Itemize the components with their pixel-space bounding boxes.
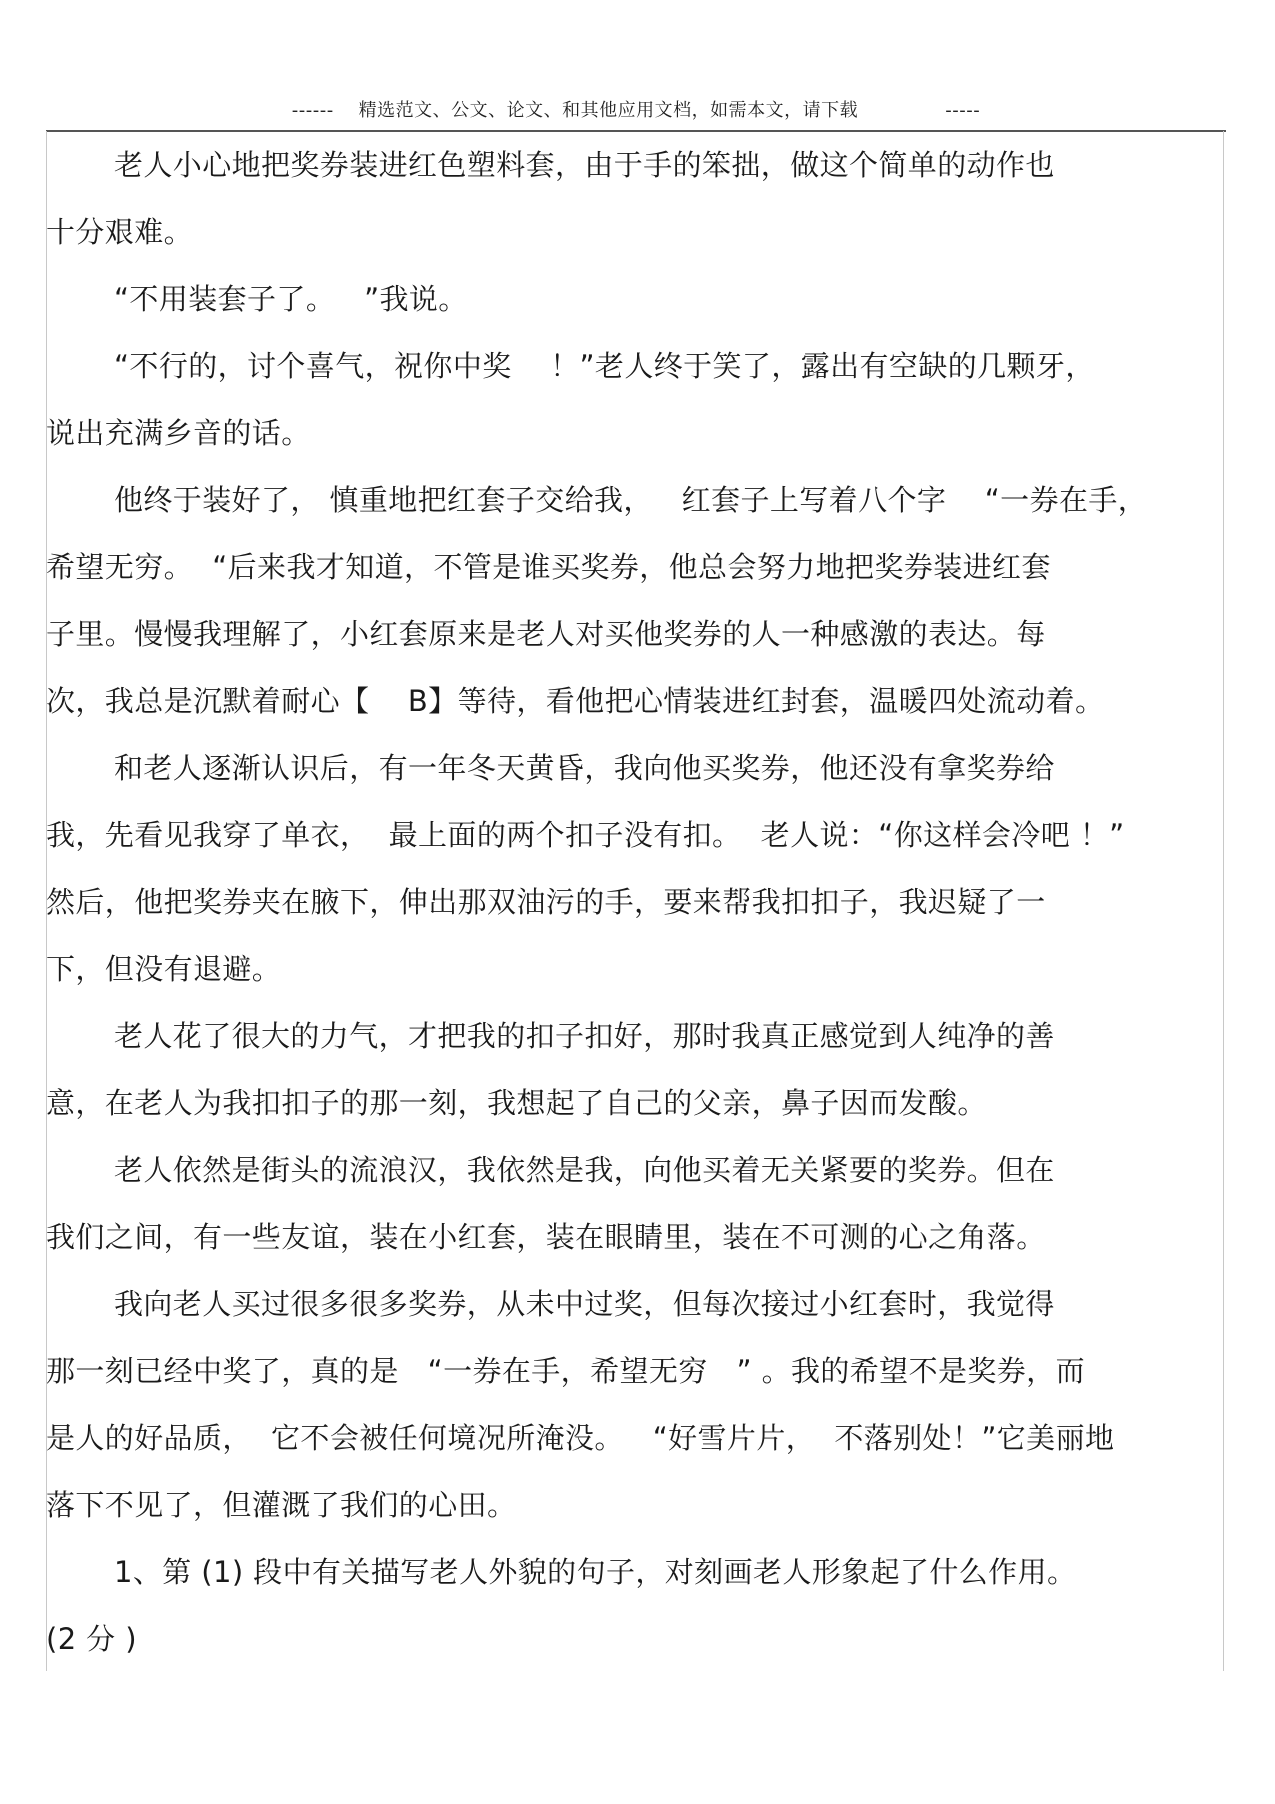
text-line: 老人花了很大的力气，才把我的扣子扣好，那时我真正感觉到人纯净的善	[114, 1019, 1055, 1053]
text-line: 我，先看见我穿了单衣， 最上面的两个扣子没有扣。 老人说：“你这样会冷吧 ！”	[46, 818, 1125, 852]
text-line: “不行的，讨个喜气，祝你中奖 ！”老人终于笑了，露出有空缺的几颗牙，	[114, 349, 1095, 383]
text-line: 我向老人买过很多很多奖券，从未中过奖，但每次接过小红套时，我觉得	[114, 1287, 1055, 1321]
text-line: 意，在老人为我扣扣子的那一刻，我想起了自己的父亲，鼻子因而发酸。	[46, 1086, 987, 1120]
text-line: “不用装套子了。 ”我说。	[114, 282, 468, 316]
text-line: 我们之间，有一些友谊，装在小红套，装在眼睛里，装在不可测的心之角落。	[46, 1220, 1046, 1254]
text-line: 和老人逐渐认识后，有一年冬天黄昏，我向他买奖券，他还没有拿奖券给	[114, 751, 1055, 785]
question-points: (2 分 )	[46, 1622, 137, 1656]
text-line: 希望无穷。 “后来我才知道，不管是谁买奖券，他总会努力地把奖券装进红套	[46, 550, 1051, 584]
text-line: 下，但没有退避。	[46, 952, 282, 986]
page-header: ------ 精选范文、公文、论文、和其他应用文档，如需本文，请下载 -----	[291, 100, 981, 121]
text-line: 老人依然是街头的流浪汉，我依然是我，向他买着无关紧要的奖券。但在	[114, 1153, 1055, 1187]
text-line: 落下不见了，但灌溉了我们的心田。	[46, 1488, 517, 1522]
text-line: 然后，他把奖券夹在腋下，伸出那双油污的手，要来帮我扣扣子，我迟疑了一	[46, 885, 1046, 919]
text-line: 十分艰难。	[46, 215, 194, 249]
text-line: 说出充满乡音的话。	[46, 416, 311, 450]
text-line: 次，我总是沉默着耐心【 B】等待，看他把心情装进红封套，温暖四处流动着。	[46, 684, 1105, 718]
text-line: 他终于装好了， 慎重地把红套子交给我， 红套子上写着八个字 “一券在手，	[114, 483, 1148, 517]
text-line: 老人小心地把奖券装进红色塑料套，由于手的笨拙，做这个简单的动作也	[114, 148, 1055, 182]
right-margin-rule	[1223, 131, 1224, 1671]
header-divider	[46, 130, 1226, 132]
text-line: 那一刻已经中奖了，真的是 “一券在手，希望无穷 ” 。我的希望不是奖券，而	[46, 1354, 1085, 1388]
question-text: 1、第 (1) 段中有关描写老人外貌的句子，对刻画老人形象起了什么作用。	[114, 1555, 1077, 1589]
text-line: 子里。慢慢我理解了，小红套原来是老人对买他奖券的人一种感激的表达。每	[46, 617, 1046, 651]
text-line: 是人的好品质， 它不会被任何境况所淹没。 “好雪片片， 不落别处！”它美丽地	[46, 1421, 1115, 1455]
